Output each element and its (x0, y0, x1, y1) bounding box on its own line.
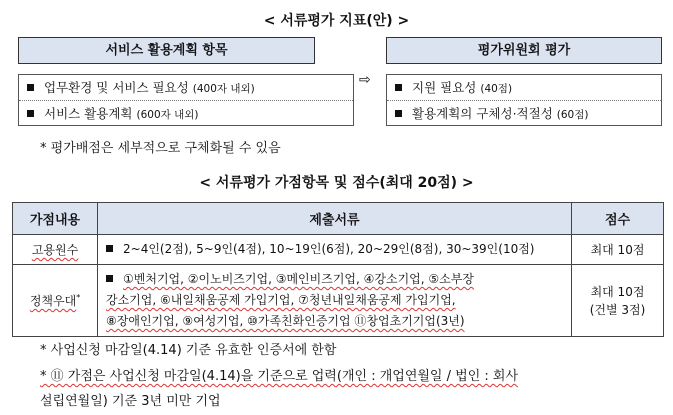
service-plan-header: 서비스 활용계획 항목 (18, 37, 315, 64)
square-bullet-icon (395, 84, 402, 91)
row-label-policy: 정책우대* (13, 265, 98, 337)
table-row (13, 265, 664, 337)
committee-eval-list (386, 74, 662, 126)
bonus-score-table (12, 202, 664, 337)
col-header-score: 점수 (572, 203, 664, 235)
square-bullet-icon (395, 110, 402, 117)
list-item: 활용계획의 구체성·적절성 (60점) (387, 100, 661, 125)
list-item: 지원 필요성 (40점) (387, 75, 661, 100)
list-item: 업무환경 및 서비스 필요성 (400자 내외) (19, 75, 353, 100)
row-score-policy: 최대 10점 (건별 3점) (572, 265, 664, 337)
square-bullet-icon (27, 84, 34, 91)
square-bullet-icon (27, 110, 34, 117)
score-footnote: * 평가배점은 세부적으로 구체화될 수 있음 (40, 141, 281, 156)
row-score-employees: 최대 10점 (572, 235, 664, 265)
startup-note: * ⑪ 가점은 사업신청 마감일(4.14)을 기준으로 업력(개인 : 개업연월일 / 법인 : 회사 (40, 369, 519, 384)
table-row (13, 235, 664, 265)
list-item: 서비스 활용계획 (600자 내외) (19, 100, 353, 125)
startup-note-cont: 설립연월일) 기준 3년 미만 기업 (40, 394, 221, 409)
row-docs-policy: ①벤처기업, ②이노비즈기업, ③메인비즈기업, ④강소기업, ⑤소부장 강소기업, ⑥내일채움공제 가입기업, ⑦청년내일채움공제 가입기업, ⑧장애인기업, ⑨여성기업, ⑩가족친화인증기업 ⑪창업초기기업(3년) (98, 265, 572, 337)
square-bullet-icon (106, 275, 113, 282)
certificate-note: * 사업신청 마감일(4.14) 기준 유효한 인증서에 한함 (40, 343, 337, 358)
col-header-docs: 제출서류 (98, 203, 572, 235)
col-header-content: 가점내용 (13, 203, 98, 235)
evaluation-index-title: < 서류평가 지표(안) > (263, 13, 410, 29)
bonus-items-title: < 서류평가 가점항목 및 점수(최대 20점) > (199, 175, 474, 191)
service-plan-list (18, 74, 354, 126)
row-docs-employees: 2~4인(2점), 5~9인(4점), 10~19인(6점), 20~29인(8점), 30~39인(10점) (98, 235, 572, 265)
table-header-row (13, 203, 664, 235)
committee-eval-header: 평가위원회 평가 (386, 37, 662, 64)
row-label-employees: 고용원수 (13, 235, 98, 265)
square-bullet-icon (106, 245, 113, 252)
right-arrow-icon: ⇨ (359, 72, 371, 88)
